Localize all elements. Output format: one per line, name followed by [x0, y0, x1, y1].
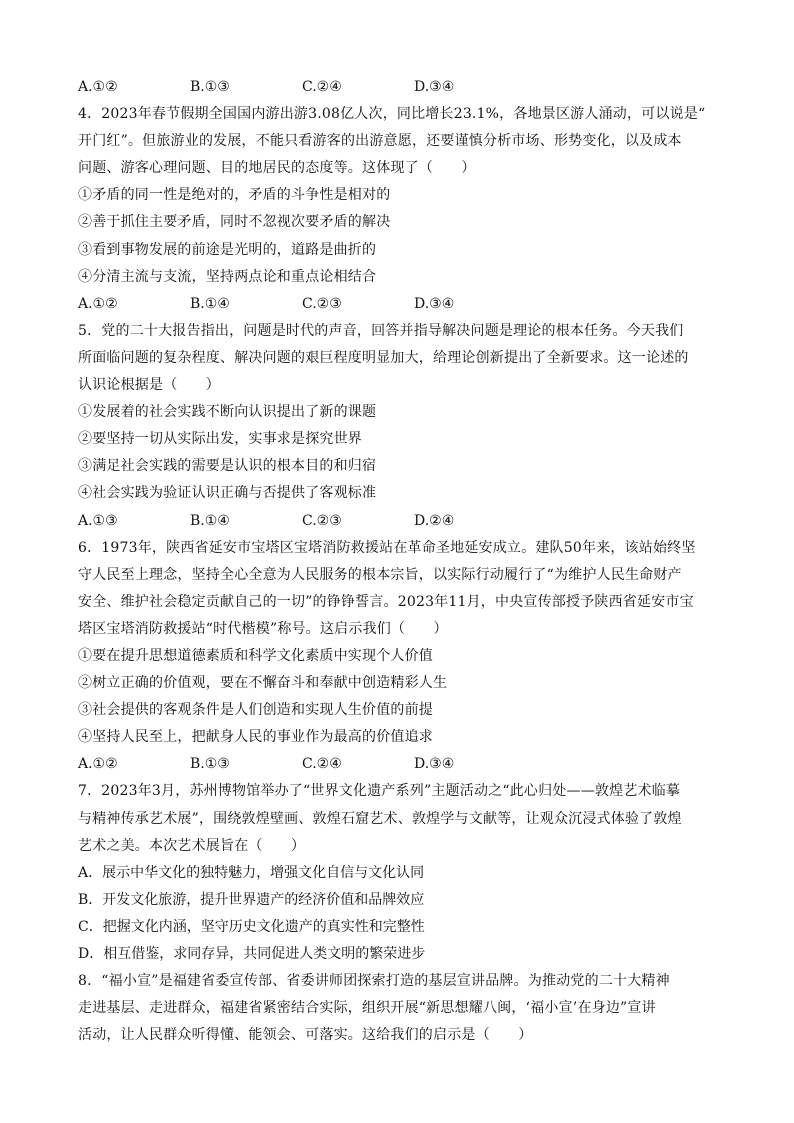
statement-item: ④坚持人民至上，把献身人民的事业作为最高的价值追求	[78, 729, 433, 746]
question-stem-line: 4．2023年春节假期全国国内游出游3.08亿人次，同比增长23.1%，各地景区游人涌动，可以说是“	[78, 106, 706, 123]
question-stem-line: 问题、游客心理问题、目的地居民的态度等。这体现了（ ）	[78, 160, 476, 177]
question-stem-line: 8．“福小宣”是福建省委宣传部、省委讲师团探索打造的基层宣讲品牌。为推动党的二十大精神	[78, 973, 670, 990]
option-b: B.①③	[190, 79, 230, 95]
statement-item: ①要在提升思想道德素质和科学文化素质中实现个人价值	[78, 647, 433, 664]
option-a: A.①③	[78, 512, 118, 529]
option-d: D.③④	[414, 756, 455, 773]
option-b: B．开发文化旅游，提升世界遗产的经济价值和品牌效应	[78, 891, 425, 908]
option-c: C.②③	[302, 512, 342, 529]
option-c: C.②④	[302, 756, 342, 773]
question-stem-line: 安全、维护社会稳定贡献自己的一切”的铮铮誓言。2023年11月，中央宣传部授予陕西省延安市宝	[78, 593, 694, 610]
question-6-options	[78, 751, 718, 778]
option-d: D.③④	[414, 295, 455, 312]
statement-item: ①发展着的社会实践不断向认识提出了新的课题	[78, 404, 377, 421]
question-7	[78, 778, 718, 968]
statement-item: ②善于抓住主要矛盾，同时不忽视次要矛盾的解决	[78, 214, 391, 231]
question-stem-line: 所面临问题的复杂程度、解决问题的艰巨程度明显加大，给理论创新提出了全新要求。这一论述的	[78, 349, 689, 366]
statement-item: ③社会提供的客观条件是人们创造和实现人生价值的前提	[78, 702, 433, 719]
question-stem-line: 5．党的二十大报告指出，问题是时代的声音，回答并指导解决问题是理论的根本任务。今天我们	[78, 322, 684, 339]
statement-item: ①矛盾的同一性是绝对的，矛盾的斗争性是相对的	[78, 187, 391, 204]
statement-item: ③满足社会实践的需要是认识的根本目的和归宿	[78, 458, 377, 475]
statement-item: ④分清主流与支流，坚持两点论和重点论相结合	[78, 268, 377, 285]
question-stem-line: 认识论根据是（ ）	[78, 377, 220, 394]
option-b: B.①③	[190, 756, 230, 773]
question-stem-line: 活动，让人民群众听得懂、能领会、可落实。这给我们的启示是（ ）	[78, 1027, 533, 1044]
prev-question-options	[78, 74, 718, 101]
option-a: A.①②	[78, 79, 118, 95]
question-stem-line: 开门红”。但旅游业的发展，不能只看游客的出游意愿，还要谨慎分析市场、形势变化，以及成本	[78, 133, 682, 150]
option-b: B.①④	[190, 295, 230, 312]
question-stem-line: 走进基层、走进群众，福建省紧密结合实际，组织开展“新思想耀八闽，‘福小宣’在身边”宣讲	[78, 1000, 656, 1017]
exam-page	[78, 74, 718, 1049]
question-stem-line: 艺术之美。本次艺术展旨在（ ）	[78, 837, 306, 854]
question-8	[78, 968, 718, 1049]
option-c: C．把握文化内涵，坚守历史文化遗产的真实性和完整性	[78, 918, 425, 935]
statement-item: ②树立正确的价值观，要在不懈奋斗和奉献中创造精彩人生	[78, 675, 448, 692]
option-c: C.②③	[302, 295, 342, 312]
option-c: C.②④	[302, 79, 342, 95]
question-4-options	[78, 291, 718, 318]
option-d: D．相互借鉴，求同存异，共同促进人类文明的繁荣进步	[78, 946, 426, 962]
question-stem-line: 6．1973年，陕西省延安市宝塔区宝塔消防救援站在革命圣地延安成立。建队50年来，该站始终坚	[78, 539, 696, 556]
question-stem-line: 7．2023年3月，苏州博物馆举办了“世界文化遗产系列”主题活动之“此心归处——敦煌艺术临摹	[78, 783, 681, 800]
question-5	[78, 318, 718, 535]
statement-item: ②要坚持一切从实际出发，实事求是探究世界	[78, 431, 362, 448]
option-d: D.②④	[414, 512, 455, 529]
option-a: A．展示中华文化的独特魅力，增强文化自信与文化认同	[78, 864, 425, 881]
option-a: A.①②	[78, 756, 118, 773]
question-4	[78, 101, 718, 318]
question-5-options	[78, 508, 718, 535]
option-a: A.①②	[78, 295, 118, 312]
question-stem-line: 与精神传承艺术展”，围绕敦煌壁画、敦煌石窟艺术、敦煌学与文献等，让观众沉浸式体验了敦煌	[78, 810, 682, 827]
option-b: B.①④	[190, 512, 230, 529]
statement-item: ③看到事物发展的前途是光明的，道路是曲折的	[78, 241, 377, 258]
option-d: D.③④	[414, 79, 455, 95]
statement-item: ④社会实践为验证认识正确与否提供了客观标准	[78, 485, 377, 502]
question-stem-line: 守人民至上理念，坚持全心全意为人民服务的根本宗旨，以实际行动履行了“为维护人民生命财产	[78, 566, 682, 583]
question-6	[78, 535, 718, 779]
question-stem-line: 塔区宝塔消防救援站“时代楷模”称号。这启示我们（ ）	[78, 620, 448, 637]
